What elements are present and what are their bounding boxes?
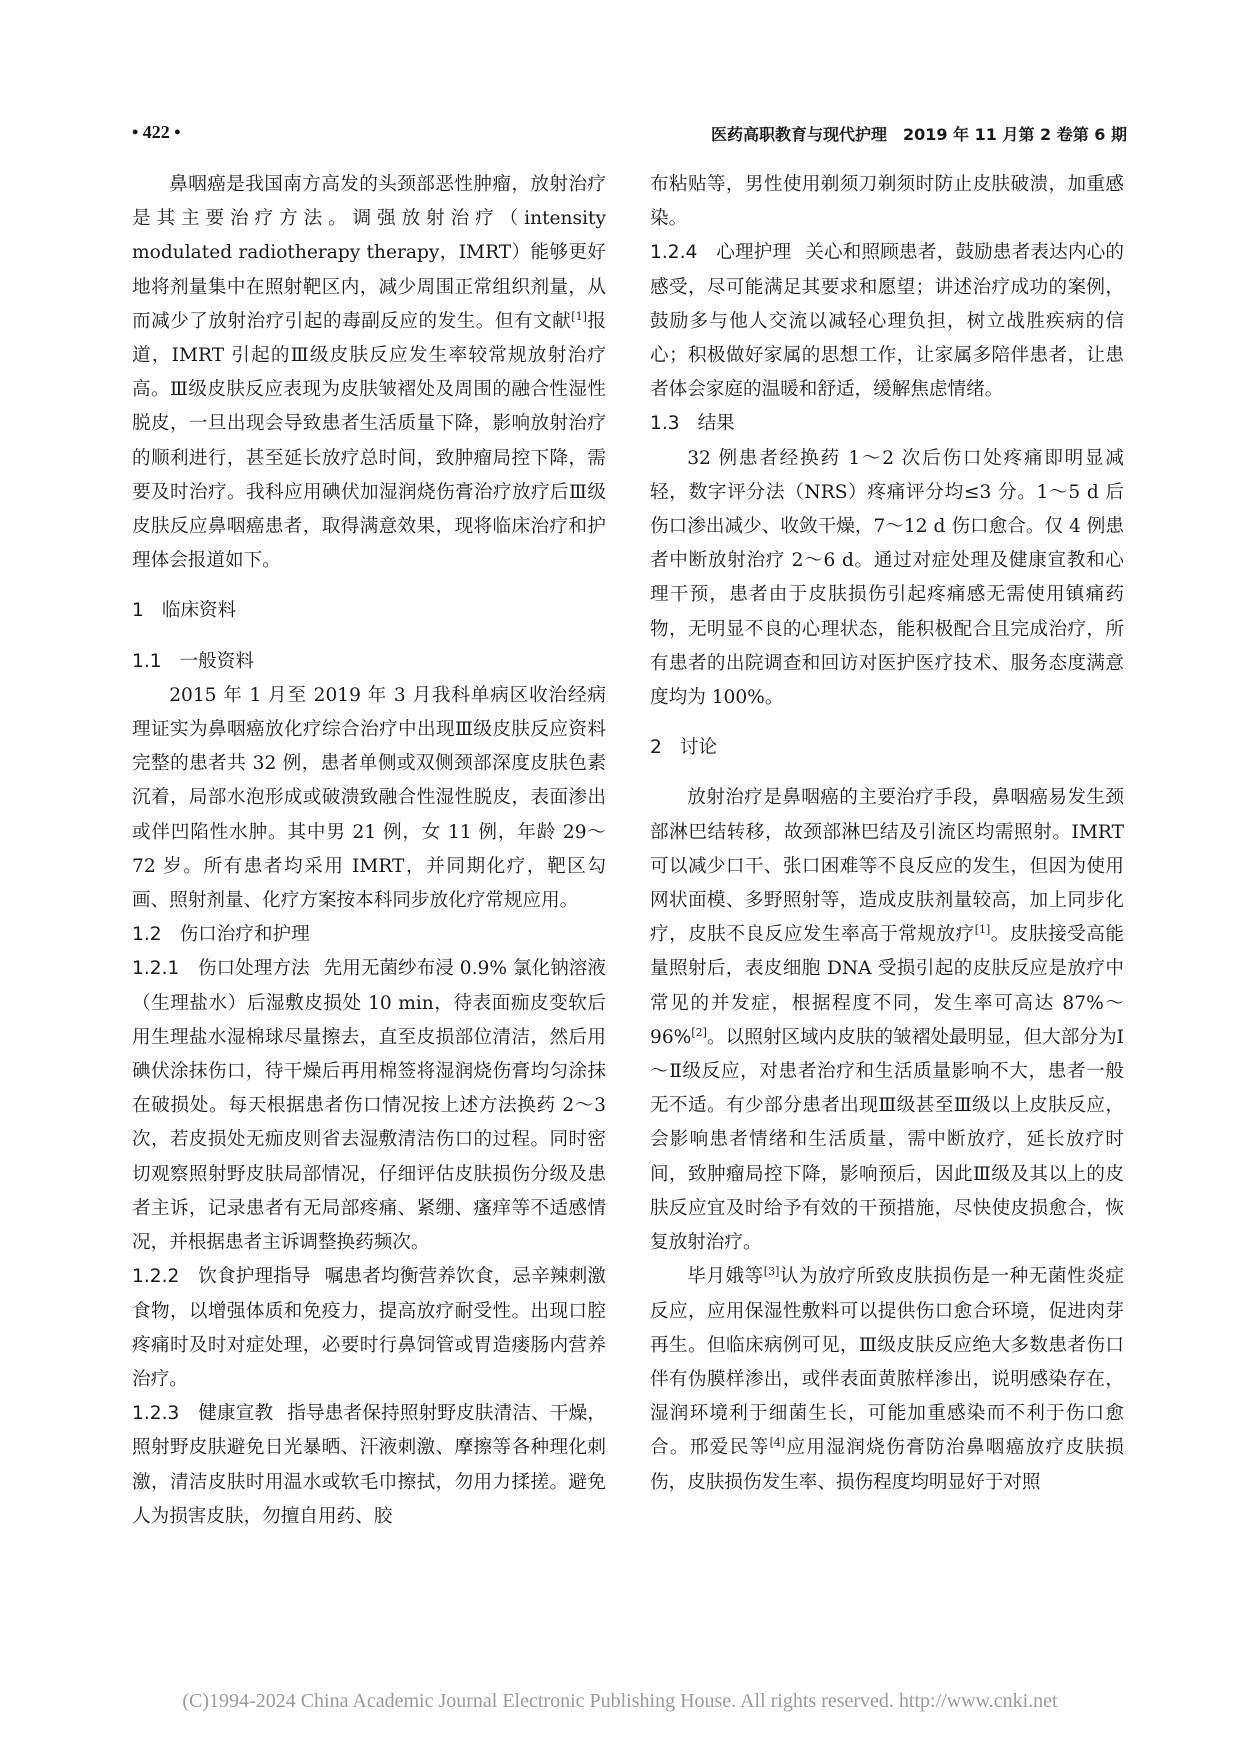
copyright-footer: (C)1994-2024 China Academic Journal Electronic Publishing House. All rights reserved. http://www.cnki.net xyxy=(182,1690,1058,1712)
page-number: • 422 • xyxy=(132,122,181,142)
citation-ref[interactable]: [1] xyxy=(974,923,991,937)
left-column xyxy=(132,168,606,1534)
general-data-paragraph: 2015 年 1 月至 2019 年 3 月我科单病区收治经病理证实为鼻咽癌放化疗综合治疗中出现Ⅲ级皮肤反应资料完整的患者共 32 例，患者单侧或双侧颈部深度皮肤色素沉着，局部水泡形成或破溃致融合性湿性脱皮，表面渗出或伴凹陷性水肿。其中男 21 例，女 11 例，年龄 29～72 岁。所有患者均采用 IMRT，并同期化疗，靶区勾画、照射剂量、化疗方案按本科同步放化疗常规应用。 xyxy=(132,684,606,912)
subsection-1-2-2: 1.2.2 饮食护理指导 嘱患者均衡营养饮食，忌辛辣刺激食物，以增强体质和免疫力，提高放疗耐受性。出现口腔疼痛时及时对症处理，必要时行鼻饲管或胃造瘘肠内营养治疗。 xyxy=(132,1266,606,1390)
section-heading-1: 1 临床资料 xyxy=(132,600,237,622)
subsection-1-2-4: 1.2.4 心理护理 关心和照顾患者，鼓励患者表达内心的感受，尽可能满足其要求和愿望；讲述治疗成功的案例，鼓励多与他人交流以减轻心理负担，树立战胜疾病的信心；积极做好家属的思想工作，让家属多陪伴患者，让患者体会家庭的温暖和舒适，缓解焦虑情绪。 xyxy=(650,242,1124,401)
section-heading-1-3: 1.3 结果 xyxy=(650,413,735,435)
journal-info: 医药高职教育与现代护理 2019 年 11 月第 2 卷第 6 期 xyxy=(710,125,1127,144)
subsection-1-2-3: 1.2.3 健康宣教 指导患者保持照射野皮肤清洁、干燥，照射野皮肤避免日光暴晒、汗液刺激、摩擦等各种理化刺激，清洁皮肤时用温水或软毛巾擦拭，勿用力揉搓。避免人为损害皮肤，勿擅自用药、胶 xyxy=(132,1403,606,1527)
page-header xyxy=(132,122,1127,154)
section-heading-2: 2 讨论 xyxy=(650,737,718,759)
continued-paragraph: 布粘贴等，男性使用剃须刀剃须时防止皮肤破溃，加重感染。 xyxy=(650,174,1124,230)
section-heading-1-2: 1.2 伤口治疗和护理 xyxy=(132,924,310,946)
section-heading-1-1: 1.1 一般资料 xyxy=(132,650,254,672)
citation-ref[interactable]: [4] xyxy=(769,1436,786,1450)
discussion-paragraph-1: 放射治疗是鼻咽癌的主要治疗手段，鼻咽癌易发生颈部淋巴结转移，故颈部淋巴结及引流区均需照射。IMRT 可以减少口干、张口困难等不良反应的发生，但因为使用网状面模、多野照射等，造成皮肤剂量较高，加上同步化疗，皮肤不良反应发生率高于常规放疗[1]。皮肤接受高能量照射后，表皮细胞 DNA 受损引起的皮肤反应是放疗中常见的并发症，根据程度不同，发生率可高达 87%～96%[2]。以照射区域内皮肤的皱褶处最明显，但大部分为Ⅰ～Ⅱ级反应，对患者治疗和生活质量影响不大，患者一般无不适。有少部分患者出现Ⅲ级甚至Ⅲ级以上皮肤反应，会影响患者情绪和生活质量，需中断放疗，延长放疗时间，致肿瘤局控下降，影响预后，因此Ⅲ级及其以上的皮肤反应宜及时给予有效的干预措施，尽快使皮损愈合，恢复放射治疗。 xyxy=(650,787,1124,1254)
citation-ref[interactable]: [2] xyxy=(691,1025,707,1039)
citation-ref[interactable]: [1] xyxy=(571,309,587,323)
right-column xyxy=(650,168,1124,1500)
intro-paragraph: 鼻咽癌是我国南方高发的头颈部恶性肿瘤，放射治疗是其主要治疗方法。调强放射治疗（intensity modulated radiotherapy therapy，IMRT）能够更好地将剂量集中在照射靶区内，减少周围正常组织剂量，从而减少了放射治疗引起的毒副反应的发生。但有文献[1]报道，IMRT 引起的Ⅲ级皮肤反应发生率较常规放射治疗高。Ⅲ级皮肤反应表现为皮肤皱褶处及周围的融合性湿性脱皮，一旦出现会导致患者生活质量下降，影响放射治疗的顺利进行，甚至延长放疗总时间，致肿瘤局控下降，需要及时治疗。我科应用碘伏加湿润烧伤膏治疗放疗后Ⅲ级皮肤反应鼻咽癌患者，取得满意效果，现将临床治疗和护理体会报道如下。 xyxy=(132,174,606,572)
discussion-paragraph-2: 毕月娥等[3]认为放疗所致皮肤损伤是一种无菌性炎症反应，应用保湿性敷料可以提供伤口愈合环境，促进肉芽再生。但临床病例可见，Ⅲ级皮肤反应绝大多数患者伤口伴有伪膜样渗出，或伴表面黄脓样渗出，说明感染存在，湿润环境利于细菌生长，可能加重感染而不利于伤口愈合。邢爱民等[4]应用湿润烧伤膏防治鼻咽癌放疗皮肤损伤，皮肤损伤发生率、损伤程度均明显好于对照 xyxy=(650,1265,1124,1493)
results-paragraph: 32 例患者经换药 1～2 次后伤口处疼痛即明显减轻，数字评分法（NRS）疼痛评分均≤3 分。1～5 d 后伤口渗出减少、收敛干燥，7～12 d 伤口愈合。仅 4 例患者中断放射治疗 2～6 d。通过对症处理及健康宣教和心理干预，患者由于皮肤损伤引起疼痛感无需使用镇痛药物，无明显不良的心理状态，能积极配合且完成治疗，所有患者的出院调查和回访对医护医疗技术、服务态度满意度均为 100%。 xyxy=(650,447,1124,709)
citation-ref[interactable]: [3] xyxy=(763,1265,780,1279)
subsection-1-2-1: 1.2.1 伤口处理方法 先用无菌纱布浸 0.9% 氯化钠溶液（生理盐水）后湿敷皮损处 10 min，待表面痂皮变软后用生理盐水湿棉球尽量擦去，直至皮损部位清洁，然后用碘伏涂抹伤口，待干燥后再用棉签将湿润烧伤膏均匀涂抹在破损处。每天根据患者伤口情况按上述方法换药 2～3 次，若皮损处无痂皮则省去湿敷清洁伤口的过程。同时密切观察照射野皮肤局部情况，仔细评估皮肤损伤分级及患者主诉，记录患者有无局部疼痛、紧绷、瘙痒等不适感情况，并根据患者主诉调整换药频次。 xyxy=(132,958,607,1254)
